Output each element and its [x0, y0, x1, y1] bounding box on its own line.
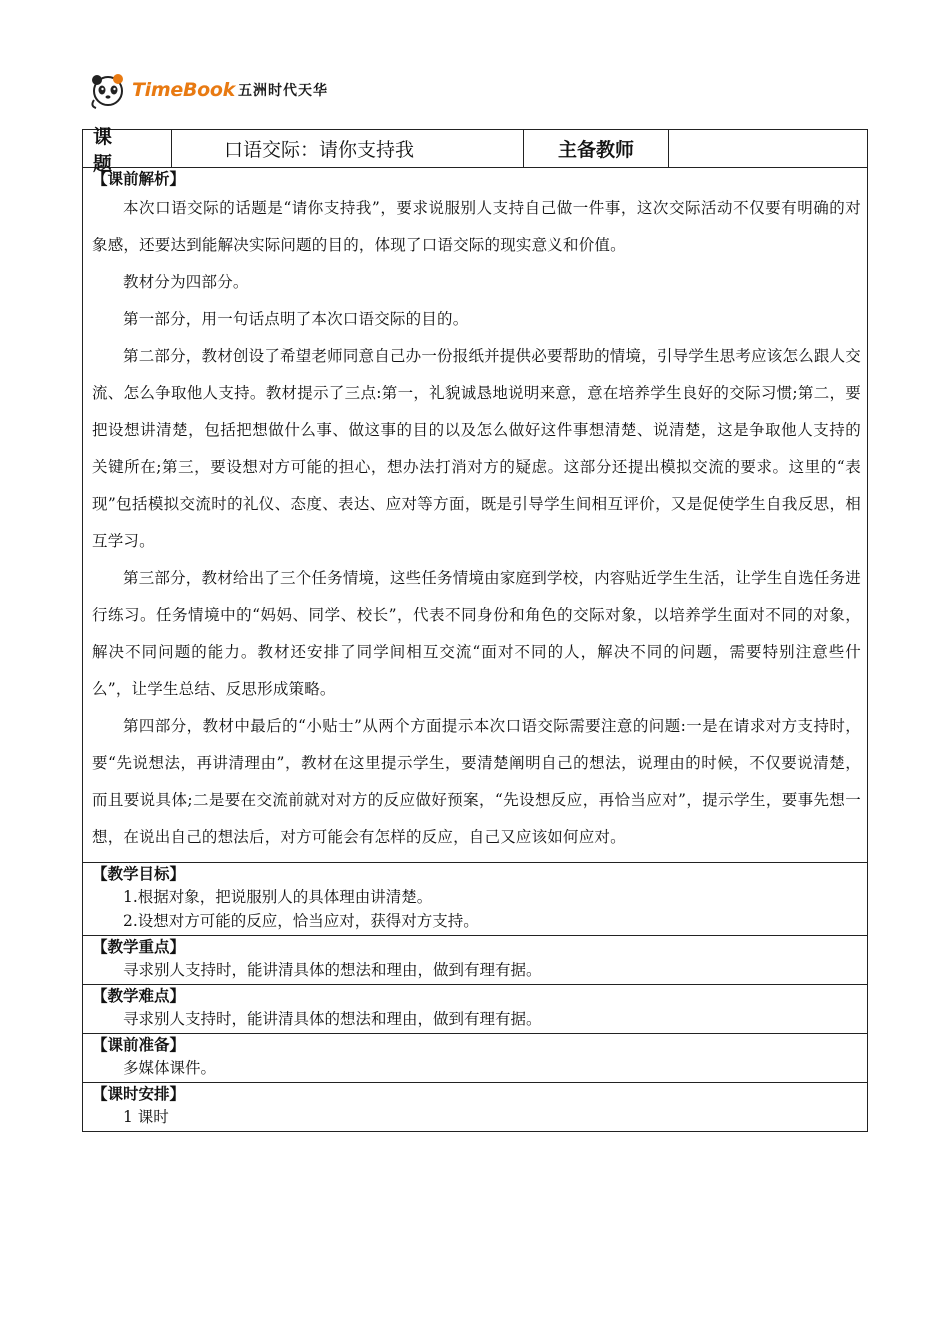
logo-chinese-text: 五洲时代天华 [237, 83, 328, 99]
analysis-section [83, 168, 867, 863]
header-row [83, 125, 867, 175]
goals-section [83, 863, 867, 936]
lesson-plan-table [82, 125, 868, 1132]
analysis-paragraph: 教材分为四部分。 [123, 273, 249, 291]
panda-mascot-icon [88, 70, 128, 110]
teacher-value[interactable] [669, 130, 867, 167]
goal-item: 1.根据对象，把说服别人的具体理由讲清楚。 [123, 888, 433, 906]
topic-value: 口语交际：请你支持我 [172, 130, 524, 167]
difficulties-title: 【教学难点】 [92, 986, 186, 1005]
analysis-title: 【课前解析】 [92, 169, 186, 188]
analysis-paragraph: 第一部分，用一句话点明了本次口语交际的目的。 [123, 310, 469, 328]
goal-item: 2.设想对方可能的反应，恰当应对，获得对方支持。 [123, 912, 479, 930]
preparation-text: 多媒体课件。 [123, 1059, 217, 1077]
analysis-paragraph: 第四部分，教材中最后的“小贴士”从两个方面提示本次口语交际需要注意的问题:一是在请求对方支持时，要“先说想法，再讲清理由”，教材在这里提示学生，要清楚阐明自己的想法，说理由的时候，不仅要说清楚，而且要说具体;二是要在交流前就对对方的反应做好预案，“先设想反应，再恰当应对”，提示学生，要事先想一想，在说出自己的想法后，对方可能会有怎样的反应，自己又应该如何应对。 [92, 717, 861, 846]
key-points-title: 【教学重点】 [92, 937, 186, 956]
preparation-section [83, 1034, 867, 1083]
timebook-logo [88, 70, 328, 110]
teacher-label: 主备教师 [524, 130, 669, 167]
analysis-paragraph: 第二部分，教材创设了希望老师同意自己办一份报纸并提供必要帮助的情境，引导学生思考应该怎么跟人交流、怎么争取他人支持。教材提示了三点:第一，礼貌诚恳地说明来意，意在培养学生良好的交际习惯;第二，要把设想讲清楚，包括把想做什么事、做这事的目的以及怎么做好这件事想清楚、说清楚，这是争取他人支持的关键所在;第三，要设想对方可能的担心，想办法打消对方的疑虑。这部分还提出模拟交流的要求。这里的“表现”包括模拟交流时的礼仪、态度、表达、应对等方面，既是引导学生间相互评价，又是促使学生自我反思，相互学习。 [92, 347, 861, 550]
schedule-section [83, 1083, 867, 1131]
analysis-paragraph: 本次口语交际的话题是“请你支持我”，要求说服别人支持自己做一件事，这次交际活动不仅要有明确的对象感，还要达到能解决实际问题的目的，体现了口语交际的现实意义和价值。 [92, 199, 861, 254]
logo-brand-text: TimeBook [132, 79, 235, 101]
difficulties-section [83, 985, 867, 1034]
key-points-text: 寻求别人支持时，能讲清具体的想法和理由，做到有理有据。 [123, 961, 542, 979]
goals-title: 【教学目标】 [92, 864, 186, 883]
schedule-text: 1 课时 [123, 1108, 169, 1126]
schedule-title: 【课时安排】 [92, 1084, 186, 1103]
key-points-section [83, 936, 867, 985]
preparation-title: 【课前准备】 [92, 1035, 186, 1054]
analysis-paragraph: 第三部分，教材给出了三个任务情境，这些任务情境由家庭到学校，内容贴近学生生活，让学生自选任务进行练习。任务情境中的“妈妈、同学、校长”，代表不同身份和角色的交际对象，以培养学生面对不同的对象，解决不同问题的能力。教材还安排了同学间相互交流“面对不同的人，解决不同的问题，需要特别注意些什么”，让学生总结、反思形成策略。 [92, 569, 861, 698]
difficulties-text: 寻求别人支持时，能讲清具体的想法和理由，做到有理有据。 [123, 1010, 542, 1028]
topic-label: 课 题 [83, 130, 172, 167]
